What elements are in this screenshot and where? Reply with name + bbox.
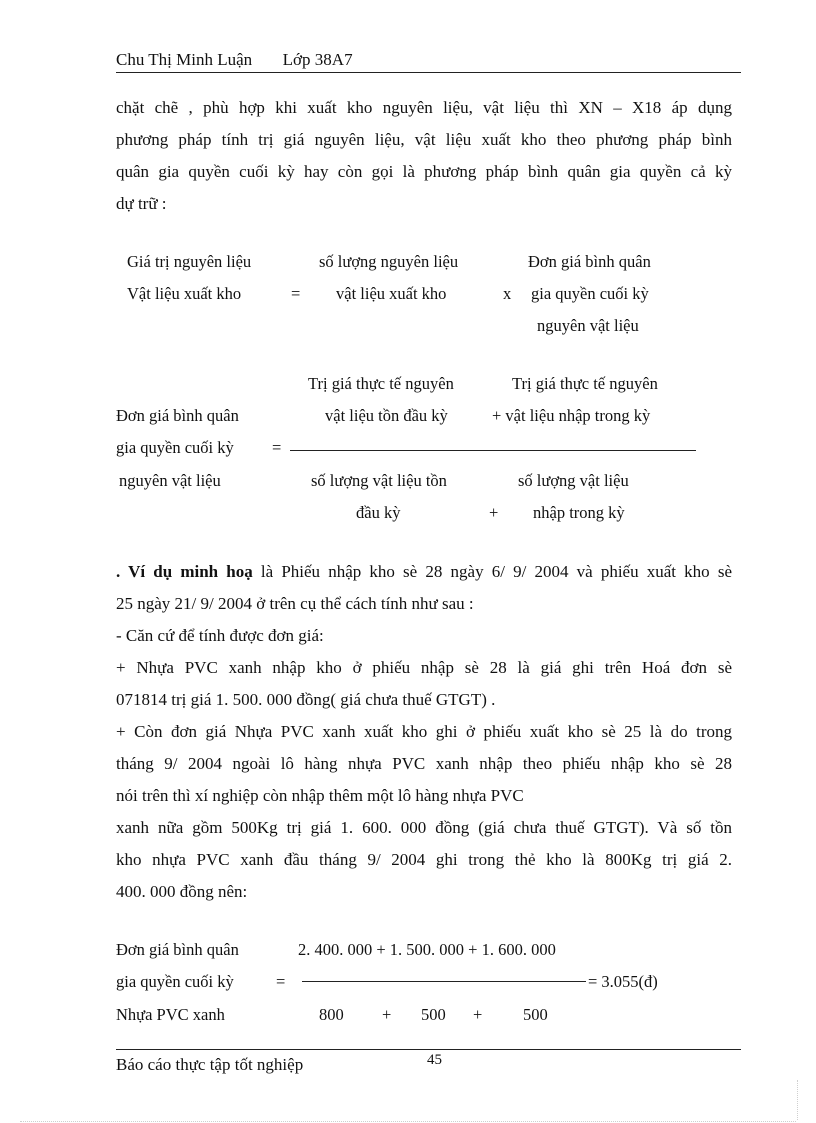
- f3-plus-2: +: [473, 1005, 483, 1024]
- example-line: + Còn đơn giá Nhựa PVC xanh xuất kho ghi ở phiếu xuất kho sè 25 là do trong: [116, 722, 732, 741]
- f1-mid-line2: vật liệu xuất kho: [336, 284, 447, 303]
- f2-num-a-line2: vật liệu tồn đầu kỳ: [325, 406, 448, 425]
- page-corner-dotted-mark: [797, 1080, 798, 1120]
- footer-rule: [116, 1049, 741, 1050]
- f2-lhs-line2: gia quyền cuối kỳ: [116, 438, 234, 457]
- f1-lhs-line1: Giá trị nguyên liệu: [127, 252, 252, 271]
- f3-den-a: 800: [319, 1005, 344, 1024]
- f2-fraction-bar: [290, 450, 696, 451]
- intro-line: chặt chẽ , phù hợp khi xuất kho nguyên liệu, vật liệu thì XN – X18 áp dụng: [116, 98, 732, 117]
- page-header: [116, 50, 353, 70]
- intro-paragraph: [116, 92, 732, 220]
- f2-plus-sign: +: [489, 503, 499, 522]
- f1-equals-sign: =: [291, 284, 301, 303]
- example-line: nói trên thì xí nghiệp còn nhập thêm một lô hàng nhựa PVC: [116, 786, 524, 805]
- f1-rhs-line2: gia quyền cuối kỳ: [531, 284, 649, 303]
- f2-lhs-line3: nguyên vật liệu: [119, 471, 221, 490]
- f1-rhs-line1: Đơn giá bình quân: [528, 252, 651, 271]
- class-name: Lớp 38A7: [282, 50, 353, 69]
- example-heading: . Ví dụ minh hoạ: [116, 562, 253, 581]
- example-line: xanh nữa gồm 500Kg trị giá 1. 600. 000 đồng (giá chưa thuế GTGT). Và số tồn: [116, 818, 732, 837]
- page-edge-dotted-border: [20, 1121, 796, 1122]
- f2-den-b-line1: số lượng vật liệu: [518, 471, 629, 490]
- f2-lhs-line1: Đơn giá bình quân: [116, 406, 239, 425]
- example-line: 25 ngày 21/ 9/ 2004 ở trên cụ thể cách tính như sau :: [116, 594, 474, 613]
- author-name: Chu Thị Minh Luận: [116, 50, 253, 69]
- example-line: . Ví dụ minh hoạ là Phiếu nhập kho sè 28 ngày 6/ 9/ 2004 và phiếu xuất kho sè: [116, 562, 732, 581]
- page-number: 45: [427, 1052, 442, 1068]
- intro-line: phương pháp tính trị giá nguyên liệu, vật liệu xuất kho theo phương pháp bình: [116, 130, 732, 149]
- f2-den-a-line2: đầu kỳ: [356, 503, 401, 522]
- example-line: - Căn cứ để tính được đơn giá:: [116, 626, 324, 645]
- example-line: tháng 9/ 2004 ngoài lô hàng nhựa PVC xanh nhập theo phiếu nhập kho sè 28: [116, 754, 732, 773]
- f3-lhs-line3: Nhựa PVC xanh: [116, 1005, 225, 1024]
- f1-times-sign: x: [503, 284, 512, 303]
- f3-equals-sign: =: [276, 972, 286, 991]
- example-line: 400. 000 đồng nên:: [116, 882, 248, 901]
- f3-lhs-line2: gia quyền cuối kỳ: [116, 972, 234, 991]
- f1-mid-line1: số lượng nguyên liệu: [319, 252, 459, 271]
- f1-rhs-line3: nguyên vật liệu: [537, 316, 639, 335]
- header-rule: [116, 72, 741, 73]
- intro-line: dự trữ :: [116, 194, 167, 213]
- f2-num-a-line1: Trị giá thực tế nguyên: [308, 374, 454, 393]
- f3-numerator: 2. 400. 000 + 1. 500. 000 + 1. 600. 000: [298, 940, 556, 959]
- f2-num-b-line1: Trị giá thực tế nguyên: [512, 374, 658, 393]
- report-title: Báo cáo thực tập tốt nghiệp: [116, 1055, 304, 1074]
- f3-den-b: 500: [421, 1005, 446, 1024]
- f3-fraction-bar: [302, 981, 586, 982]
- f3-lhs-line1: Đơn giá bình quân: [116, 940, 239, 959]
- f2-den-a-line1: số lượng vật liệu tồn: [311, 471, 447, 490]
- f1-lhs-line2: Vật liệu xuất kho: [127, 284, 242, 303]
- f3-den-c: 500: [523, 1005, 548, 1024]
- intro-line: quân gia quyền cuối kỳ hay còn gọi là phương pháp bình quân gia quyền cả kỳ: [116, 162, 732, 181]
- f3-plus-1: +: [382, 1005, 392, 1024]
- f2-num-b-line2: + vật liệu nhập trong kỳ: [492, 406, 651, 425]
- example-line: 071814 trị giá 1. 500. 000 đồng( giá chưa thuế GTGT) .: [116, 690, 496, 709]
- example-paragraph: [116, 556, 732, 908]
- example-line: kho nhựa PVC xanh đầu tháng 9/ 2004 ghi trong thẻ kho là 800Kg trị giá 2.: [116, 850, 732, 869]
- example-line: + Nhựa PVC xanh nhập kho ở phiếu nhập sè 28 là giá ghi trên Hoá đơn sè: [116, 658, 732, 677]
- f2-equals-sign: =: [272, 438, 282, 457]
- f2-den-b-line2: nhập trong kỳ: [533, 503, 625, 522]
- f3-result: = 3.055(đ): [588, 972, 658, 991]
